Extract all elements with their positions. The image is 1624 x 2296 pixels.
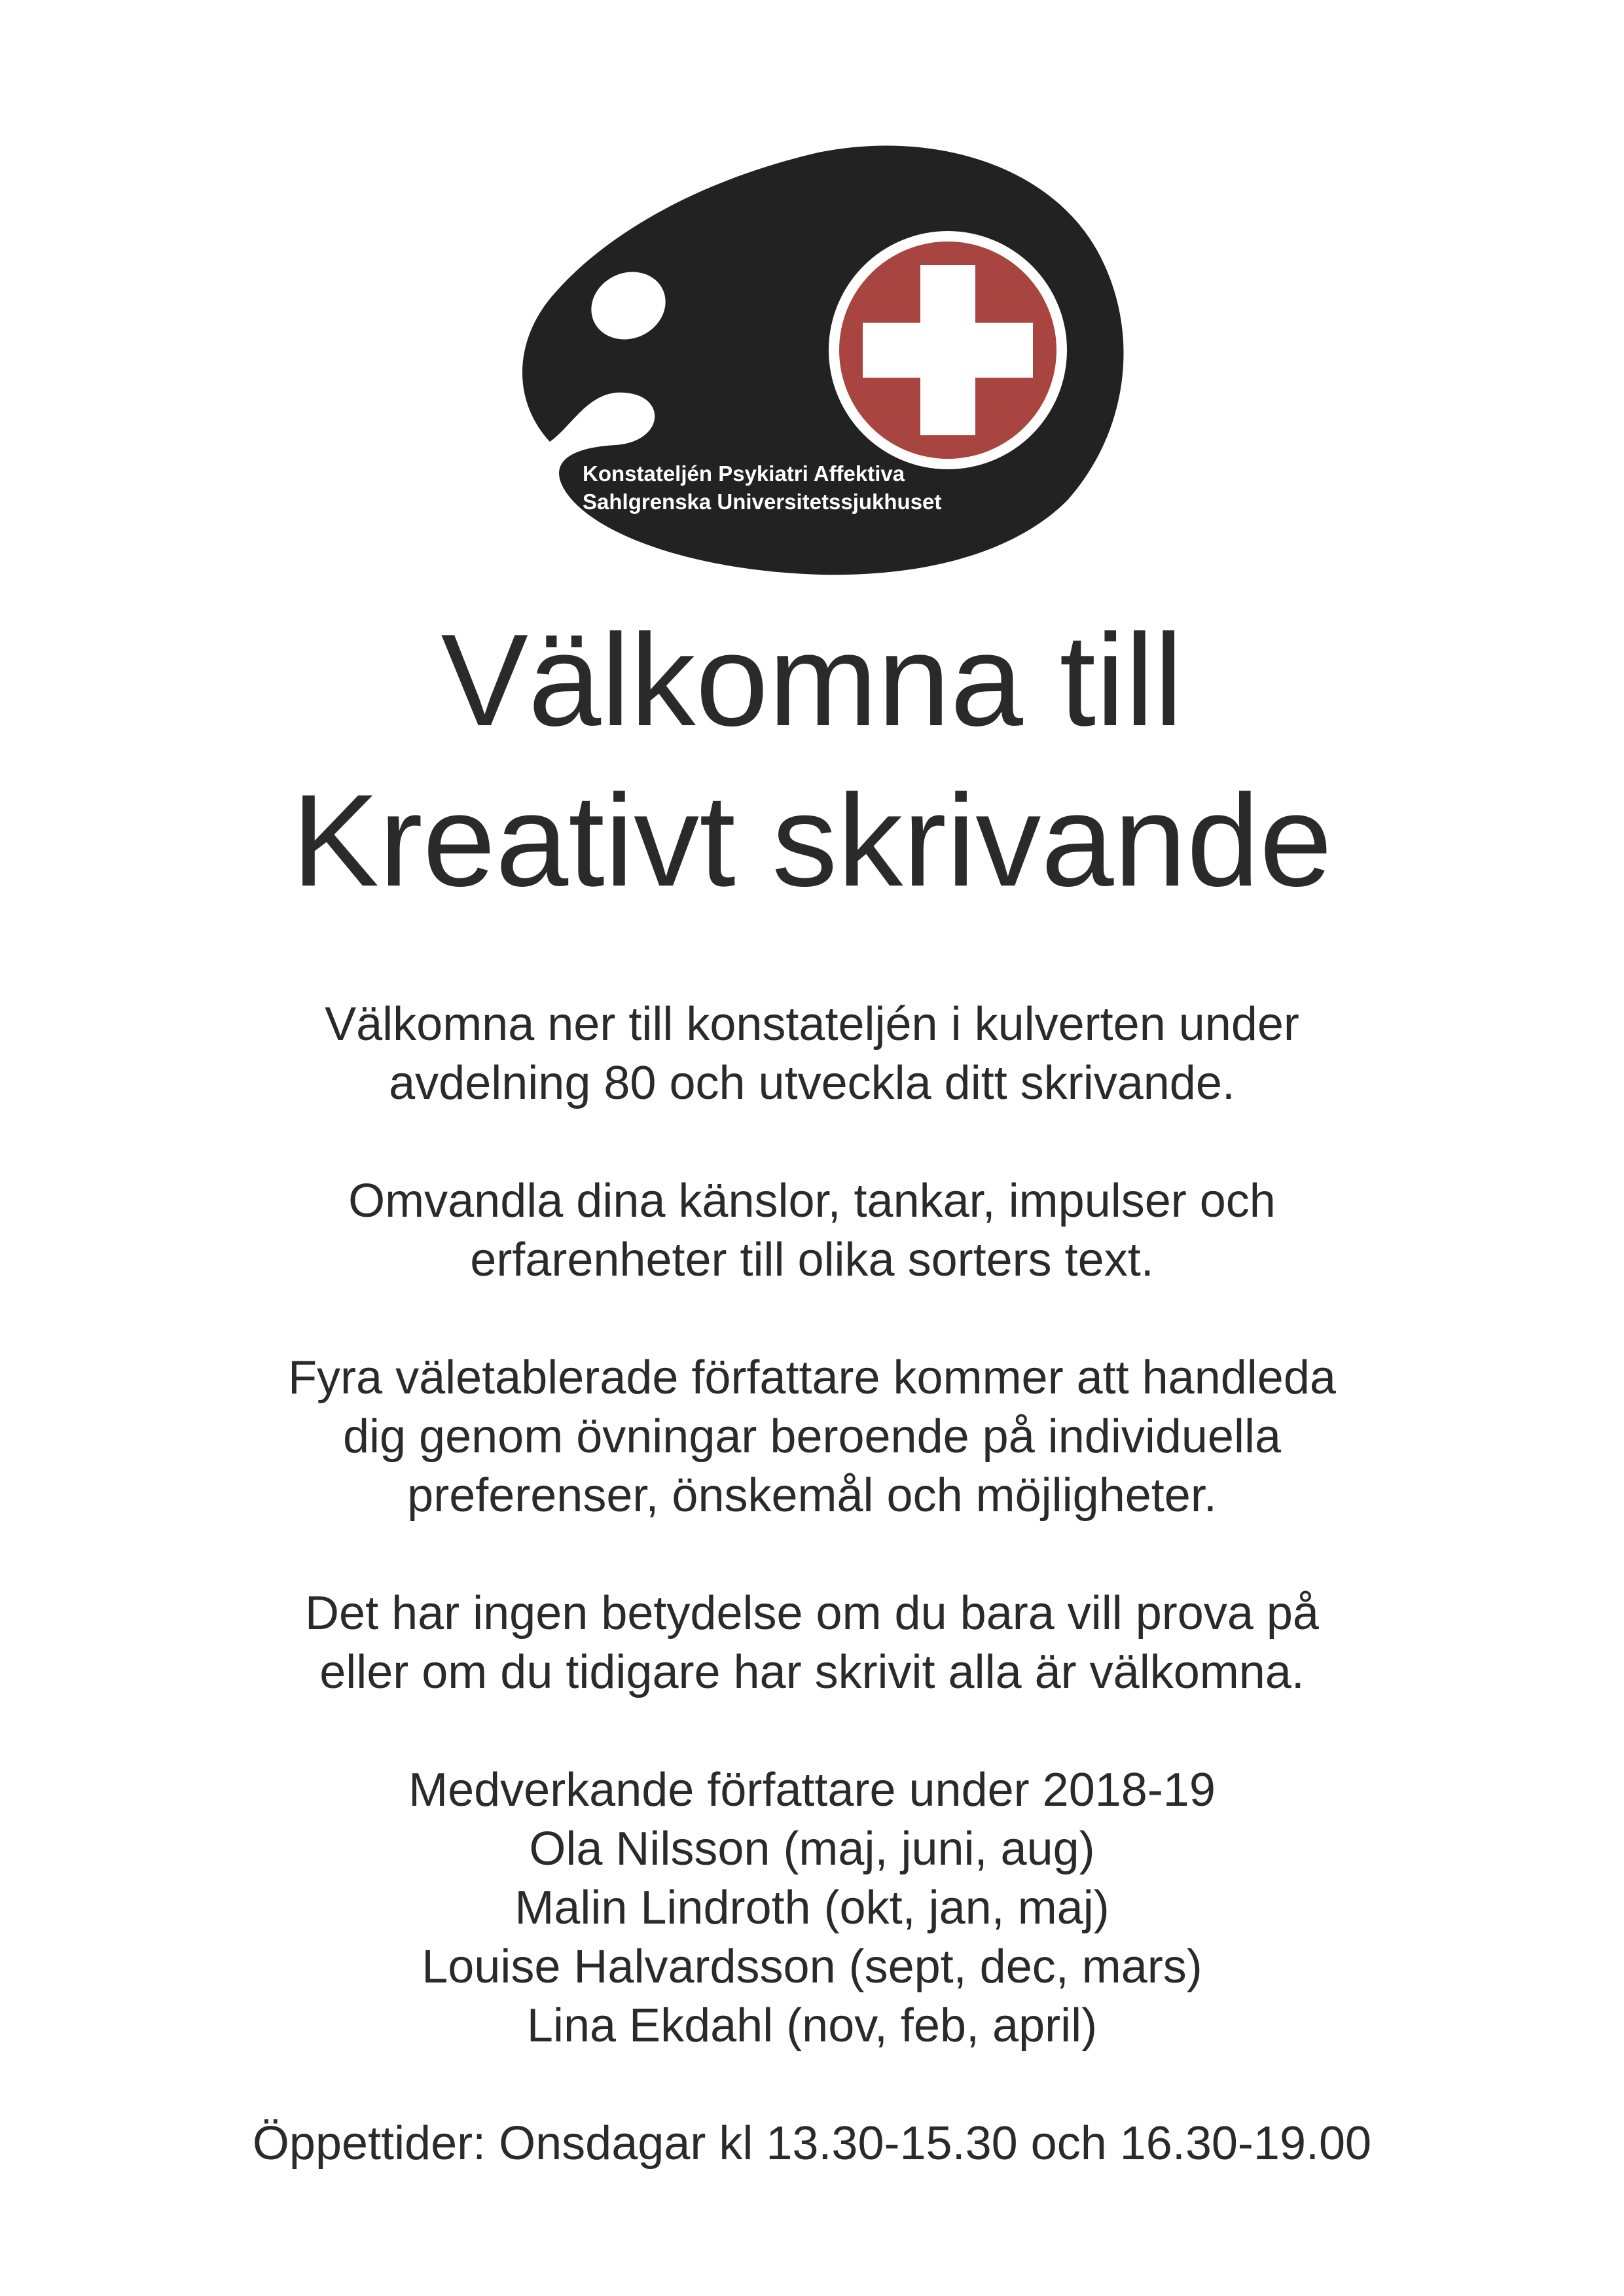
welcome-all-line: Det har ingen betydelse om du bara vill prova på: [305, 1587, 1319, 1640]
authors-lead-line: Fyra väletablerade författare kommer att handleda: [288, 1352, 1336, 1404]
opening-hours: [0, 2114, 1624, 2173]
intro-line: avdelning 80 och utveckla ditt skrivande.: [389, 1057, 1235, 1109]
title-line-1: Välkomna till: [441, 607, 1183, 753]
cross-horizontal: [863, 323, 1033, 378]
opening-hours-text: Öppettider: Onsdagar kl 13.30-15.30 och 16.30-19.00: [252, 2117, 1372, 2170]
transform-line: erfarenheter till olika sorters text.: [470, 1234, 1154, 1286]
logo: [511, 134, 1139, 586]
contributor-item: Ola Nilsson (maj, juni, aug): [529, 1823, 1095, 1875]
transform-paragraph: [0, 1172, 1624, 1289]
welcome-all-paragraph: [0, 1584, 1624, 1702]
logo-line-2: Sahlgrenska Universitetssjukhuset: [583, 490, 942, 514]
contributor-item: Louise Halvardsson (sept, dec, mars): [422, 1941, 1202, 1993]
palette-logo-icon: [511, 134, 1139, 586]
intro-paragraph: [0, 995, 1624, 1113]
logo-line-1: Konstateljén Psykiatri Affektiva: [583, 461, 905, 486]
contributor-item: Lina Ekdahl (nov, feb, april): [526, 2000, 1098, 2052]
contributors-section: [0, 1761, 1624, 2055]
title-line-2: Kreativt skrivande: [291, 768, 1333, 914]
authors-lead-line: dig genom övningar beroende på individuella: [342, 1410, 1282, 1463]
contributor-item: Malin Lindroth (okt, jan, maj): [514, 1882, 1110, 1934]
authors-lead-paragraph: [0, 1348, 1624, 1525]
contributors-heading: Medverkande författare under 2018-19: [408, 1764, 1216, 1816]
transform-line: Omvandla dina känslor, tankar, impulser och: [348, 1175, 1276, 1227]
welcome-all-line: eller om du tidigare har skrivit alla är välkomna.: [319, 1646, 1305, 1698]
intro-line: Välkomna ner till konstateljén i kulverten under: [325, 998, 1299, 1050]
authors-lead-line: preferenser, önskemål och möjligheter.: [407, 1469, 1217, 1522]
